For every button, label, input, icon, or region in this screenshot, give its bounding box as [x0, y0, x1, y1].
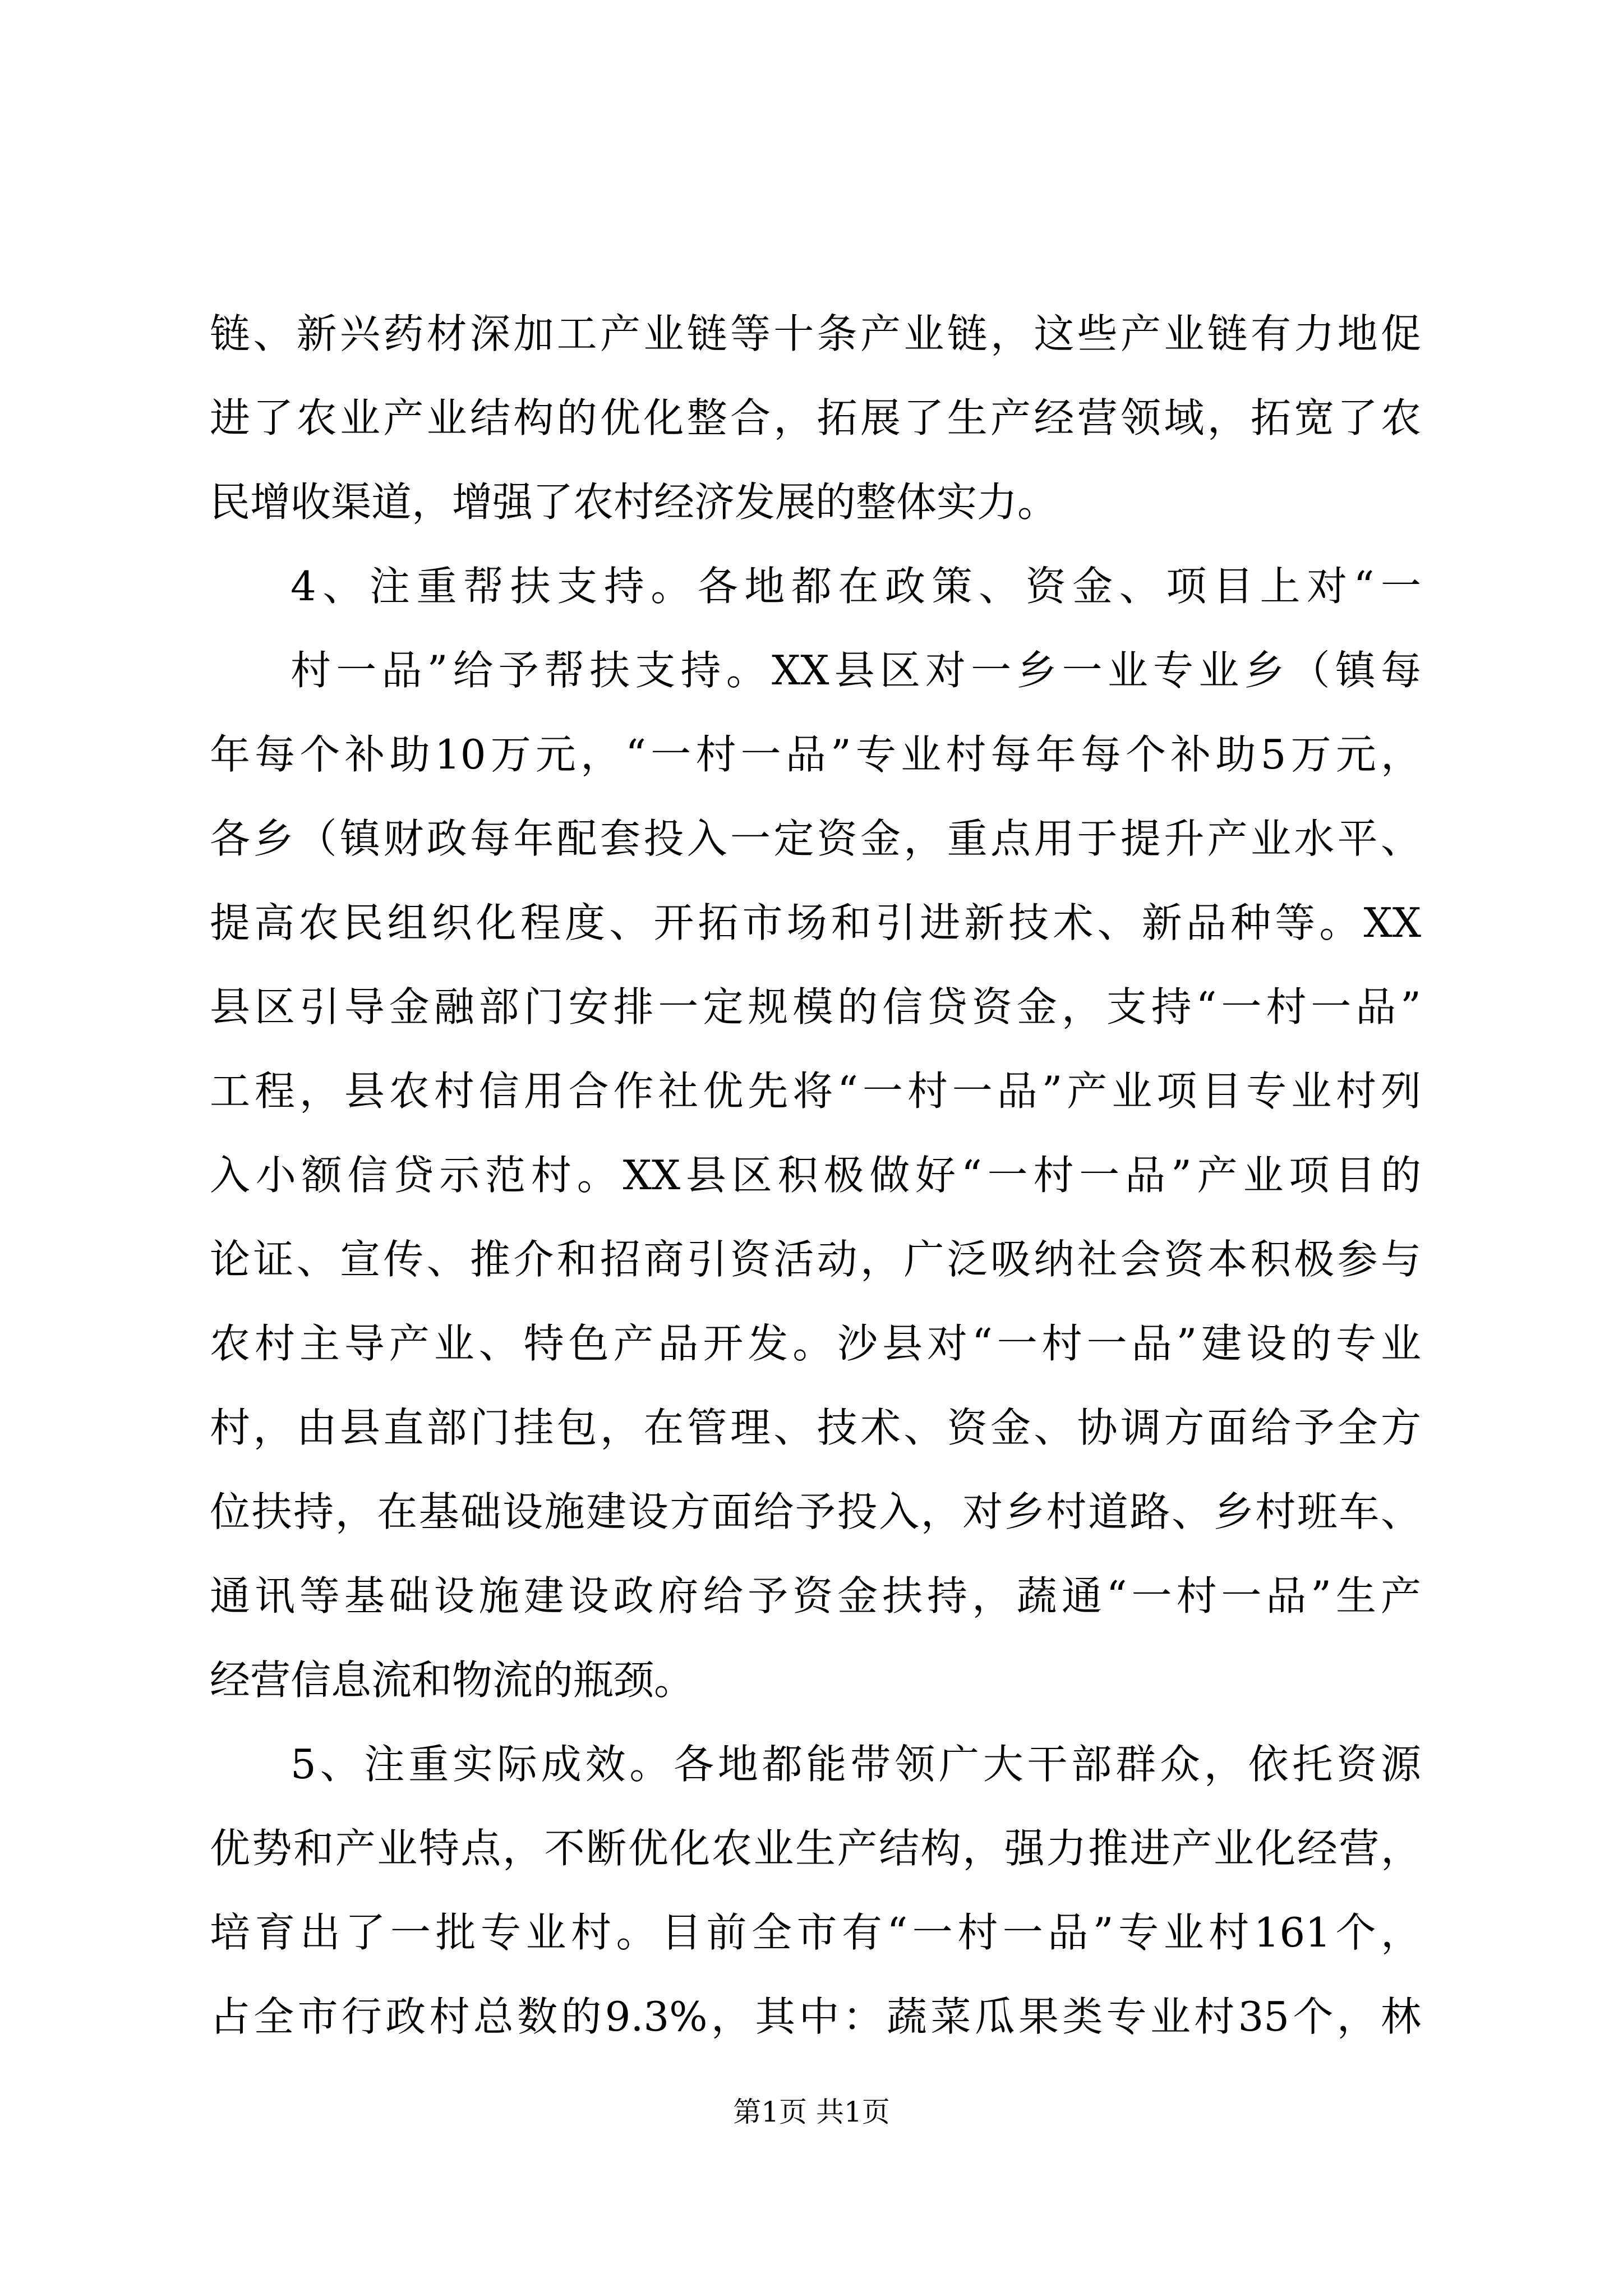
text-line: 农村主导产业、特色产品开发。沙县对“一村一品”建设的专业 — [210, 1320, 1421, 1367]
text-line: 年每个补助10万元，“一村一品”专业村每年每个补助5万元， — [210, 731, 1421, 778]
text-line: 入小额信贷示范村。XX县区积极做好“一村一品”产业项目的 — [210, 1152, 1421, 1199]
text-line: 优势和产业特点，不断优化农业生产结构，强力推进产业化经营， — [210, 1825, 1421, 1872]
text-line: 位扶持，在基础设施建设方面给予投入，对乡村道路、乡村班车、 — [210, 1488, 1421, 1535]
text-line: 进了农业产业结构的优化整合，拓展了生产经营领域，拓宽了农 — [210, 394, 1421, 441]
text-line: 通讯等基础设施建设政府给予资金扶持，蔬通“一村一品”生产 — [210, 1572, 1421, 1619]
paragraph-heading-line: 5、注重实际成效。各地都能带领广大干部群众，依托资源 — [291, 1741, 1421, 1788]
text-line: 工程，县农村信用合作社优先将“一村一品”产业项目专业村列 — [210, 1068, 1421, 1115]
text-line: 各乡（镇财政每年配套投入一定资金，重点用于提升产业水平、 — [210, 815, 1421, 862]
text-line: 占全市行政村总数的9.3%，其中：蔬菜瓜果类专业村35个，林 — [210, 1993, 1421, 2040]
text-line: 提高农民组织化程度、开拓市场和引进新技术、新品种等。XX — [210, 899, 1421, 946]
text-line: 村一品”给予帮扶支持。XX县区对一乡一业专业乡（镇每 — [291, 647, 1421, 694]
text-line: 链、新兴药材深加工产业链等十条产业链，这些产业链有力地促 — [210, 310, 1421, 357]
text-line: 村，由县直部门挂包，在管理、技术、资金、协调方面给予全方 — [210, 1404, 1421, 1451]
text-line: 论证、宣传、推介和招商引资活动，广泛吸纳社会资本积极参与 — [210, 1236, 1421, 1283]
text-line: 培育出了一批专业村。目前全市有“一村一品”专业村161个， — [210, 1909, 1421, 1956]
text-line: 县区引导金融部门安排一定规模的信贷资金，支持“一村一品” — [210, 983, 1421, 1030]
text-line: 民增收渠道，增强了农村经济发展的整体实力。 — [210, 478, 1058, 526]
paragraph-heading-line: 4、注重帮扶支持。各地都在政策、资金、项目上对“一 — [291, 563, 1421, 610]
page-number-footer: 第1页 共1页 — [733, 2096, 890, 2128]
text-line: 经营信息流和物流的瓶颈。 — [210, 1657, 695, 1704]
